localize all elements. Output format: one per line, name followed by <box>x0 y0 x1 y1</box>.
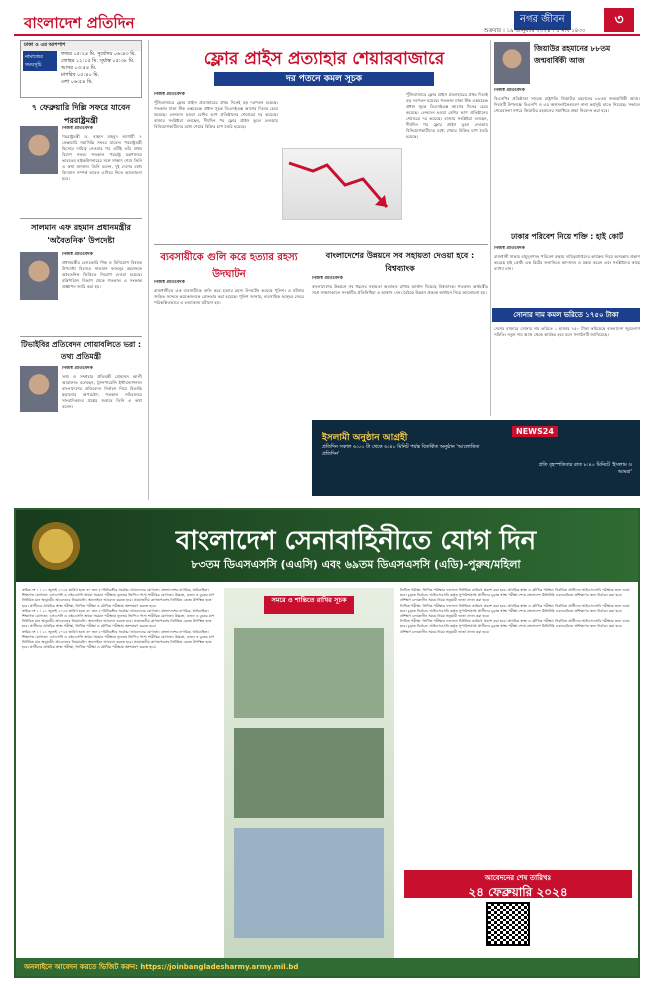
story-body <box>494 246 640 304</box>
story-body <box>62 252 142 332</box>
army-ad-requirements <box>22 588 218 958</box>
page-number: ৩ <box>604 8 634 32</box>
byline: নিজস্ব প্রতিবেদক <box>494 88 525 93</box>
prayer-time: মাগরিব ০৫:৪০ মি. <box>61 72 100 78</box>
story-text: প্রধানমন্ত্রীর বেসরকারি শিল্প ও বিনিয়োগ বিষয়ক উপদেষ্টা হিসেবে সালমান ফজলুর রহমানকে অবৈতনিক ভিত্তিতে নিয়োগ দেওয়া হয়েছে। মন্ত্রিপরিষদ বিভাগ থেকে গতকাল এ সংক্রান্ত প্রজ্ঞাপন জারি করা হয়। <box>62 260 142 289</box>
prayer-time: এশা ০৬:৫৪ মি. <box>61 79 93 85</box>
prayer-head: ঢাকা ও এর আশপাশ <box>21 41 141 51</box>
gold-price-title: সোনার দাম কমল ভরিতে ১৭৫০ টাকা <box>492 308 640 322</box>
army-photo-collage <box>224 588 394 958</box>
main-story-body <box>154 92 278 242</box>
story-body <box>62 126 142 216</box>
column-rule <box>148 40 149 500</box>
divider <box>20 218 142 219</box>
ad-line: প্রতি বৃহস্পতিবার রাত ৮:৪০ মিনিটে 'ইসলাম ও আমরা' <box>538 462 632 475</box>
dateline: শুক্রবার । ১৯ জানুয়ারি ২০২৪ । ৫ মাঘ ১৪৩০ <box>484 28 586 34</box>
army-recruitment-ad <box>14 508 640 978</box>
story-text: রাজধানীতে এক ব্যবসায়ীকে গুলি করে হত্যার রহস্য উদঘাটন করেছে পুলিশ। এ ঘটনায় জড়িত সন্দেহে কয়েকজনকে গ্রেফতার করা হয়েছে। পুলিশ জানায়, ব্যবসায়িক দ্বন্দ্বের জেরে পরিকল্পিতভাবে এ হত্যাকাণ্ড ঘটানো হয়। <box>154 288 304 305</box>
divider <box>20 336 142 337</box>
column-rule <box>490 40 491 416</box>
story-title: ব্যবসায়ীকে গুলি করে হত্যার রহস্য উদঘাটন <box>160 252 298 280</box>
section-name: নগর জীবন <box>514 11 571 30</box>
prayer-label: নামাজের সময়সূচি <box>23 51 57 71</box>
story-title: সালমান এফ রহমান প্রধানমন্ত্রীর 'অবৈতনিক' উপদেষ্টা <box>31 223 131 245</box>
divider <box>154 244 488 245</box>
helicopter-photo <box>234 828 384 938</box>
qr-code-icon[interactable] <box>486 902 530 946</box>
story-body <box>62 366 142 496</box>
byline: নিজস্ব প্রতিবেদক <box>154 92 185 97</box>
story-body <box>312 276 488 416</box>
prayer-time: আসর ০৩:৫৪ মি. <box>61 65 97 71</box>
newspaper-page <box>14 8 640 978</box>
army-slogan: সমরে ও শান্তিতে রাখির সূচক <box>264 596 354 614</box>
story-title: ঢাকার পরিবেশ নিয়ে শক্তি : হাই কোর্ট <box>510 232 624 241</box>
main-headline: ফ্লোর প্রাইস প্রত্যাহার শেয়ারবাজারে <box>203 49 445 69</box>
requirements-text: ক্রমিক নং ১ । ২১ জুলাই ২০২৪ তারিখ হতে ৩০ জন ৫০মিটারস্টার সর্বোচ্চ। আবেদনের যোগ্যতা: বাংলাদেশের নাগরিক, অবিবাহিত। শিক্ষাগত যোগ্যতা: এসএসসি ও এইচএসসি অথবা সমমান পরীক্ষায় ন্যূনতম জিপিএ পাস। শারীরিক যোগ্যতা: উচ্চতা, ওজন ও বুকের মাপ নির্ধারিত মান অনুযায়ী। আবেদনের নিয়মাবলি: অনলাইনে আবেদন করতে হবে। প্রয়োজনীয় কাগজপত্রসহ নির্ধারিত কেন্দ্রে উপস্থিত হতে হবে। প্রার্থীদের প্রাথমিক স্বাস্থ্য পরীক্ষা, লিখিত পরীক্ষা ও মৌখিক পরীক্ষায় অংশগ্রহণ করতে হবে। <box>22 588 215 608</box>
selection-text: লিখিত পরীক্ষা: লিখিত পরীক্ষার ফলাফল নির্ধারিত তারিখে প্রকাশ করা হবে। প্রাথমিক স্বাস্থ্য ও মৌখিক পরীক্ষা: নির্বাচিত প্রার্থীদের আইএসএসবি পরীক্ষার জন্য ডাকা হবে। চূড়ান্ত নির্বাচন: আইএসএসবি কর্তৃক সুপারিশপ্রাপ্ত প্রার্থীদের চূড়ান্ত স্বাস্থ্য পরীক্ষা শেষে বাংলাদেশ মিলিটারি একাডেমিতে প্রশিক্ষণের জন্য নির্বাচন করা হবে। প্রশিক্ষণ চলাকালীন সময়ে নিয়ম অনুযায়ী ভাতা প্রদান করা হবে। <box>400 619 630 634</box>
story-body <box>494 88 640 228</box>
state-minister-photo <box>20 366 58 412</box>
army-ad-header <box>16 510 638 582</box>
story-text: রাজধানী ঢাকার বায়ুদূষণসহ পরিবেশ রক্ষায় দায়িত্বপ্রাপ্তদের কার্যক্রম নিয়ে অসন্তোষ প্রকাশ করেছে হাই কোর্ট। এক রিটের শুনানিতে আদালত এ মন্তব্য করেন এবং সংশ্লিষ্টদের কাছে ব্যাখ্যা চান। <box>494 254 640 271</box>
story-text: তথ্য ও সম্প্রচার প্রতিমন্ত্রী মোহাম্মদ আলী আরাফাত বলেছেন, ট্রান্সপারেন্সি ইন্টারন্যাশনাল বাংলাদেশের প্রতিবেদন নির্বাচন নিয়ে বিভ্রান্তি ছড়ানোর অপচেষ্টা। গতকাল সচিবালয়ে সাংবাদিকদের প্রশ্নের জবাবে তিনি এ কথা বলেন। <box>62 374 142 409</box>
story-text: পুঁজিবাজারে ফ্লোর প্রাইস প্রত্যাহারের প্রথম দিনেই বড় দরপতন হয়েছে। গতকাল ঢাকা স্টক এক্সচেঞ্জে প্রধান সূচক ডিএসইএক্স আগের দিনের চেয়ে কমেছে। লেনদেন হওয়া বেশির ভাগ প্রতিষ্ঠানের শেয়ারের দর কমেছে। বাজার সংশ্লিষ্টরা বলছেন, দীর্ঘদিন পর ফ্লোর প্রাইস তুলে নেওয়ায় বিনিয়োগকারীদের মধ্যে শেয়ার বিক্রির চাপ তৈরি হয়েছে। <box>406 92 488 139</box>
story-title: জিয়াউর রহমানের ৮৮তম জন্মবার্ষিকী আজ <box>534 44 611 65</box>
masthead <box>14 8 640 36</box>
selection-text: লিখিত পরীক্ষা: লিখিত পরীক্ষার ফলাফল নির্ধারিত তারিখে প্রকাশ করা হবে। প্রাথমিক স্বাস্থ্য ও মৌখিক পরীক্ষা: নির্বাচিত প্রার্থীদের আইএসএসবি পরীক্ষার জন্য ডাকা হবে। চূড়ান্ত নির্বাচন: আইএসএসবি কর্তৃক সুপারিশপ্রাপ্ত প্রার্থীদের চূড়ান্ত স্বাস্থ্য পরীক্ষা শেষে বাংলাদেশ মিলিটারি একাডেমিতে প্রশিক্ষণের জন্য নির্বাচন করা হবে। প্রশিক্ষণ চলাকালীন সময়ে নিয়ম অনুযায়ী ভাতা প্রদান করা হবে। <box>400 588 630 603</box>
deadline-label: আবেদনের শেষ তারিখঃ <box>484 874 552 882</box>
deadline-date: ২৪ ফেব্রুয়ারি ২০২৪ <box>468 885 568 899</box>
minister-photo <box>20 126 58 174</box>
army-ad-subtitle: ৮৩তম ডিএসএসসি (এএসি) এবং ৬৯তম ডিএসএসসি (এডি)-পুরুষ/মহিলা <box>191 558 521 571</box>
selection-text: লিখিত পরীক্ষা: লিখিত পরীক্ষার ফলাফল নির্ধারিত তারিখে প্রকাশ করা হবে। প্রাথমিক স্বাস্থ্য ও মৌখিক পরীক্ষা: নির্বাচিত প্রার্থীদের আইএসএসবি পরীক্ষার জন্য ডাকা হবে। চূড়ান্ত নির্বাচন: আইএসএসবি কর্তৃক সুপারিশপ্রাপ্ত প্রার্থীদের চূড়ান্ত স্বাস্থ্য পরীক্ষা শেষে বাংলাদেশ মিলিটারি একাডেমিতে প্রশিক্ষণের জন্য নির্বাচন করা হবে। প্রশিক্ষণ চলাকালীন সময়ে নিয়ম অনুযায়ী ভাতা প্রদান করা হবে। <box>400 603 630 619</box>
ziaur-rahman-photo <box>494 42 530 84</box>
adviser-photo <box>20 252 58 300</box>
story-title: টিভাইবির প্রতিবেদন গোয়াবলিতে ভরা : তথ্য প্রতিমন্ত্রী <box>21 340 141 361</box>
byline: নিজস্ব প্রতিবেদক <box>154 280 185 285</box>
main-story-continued <box>406 92 488 242</box>
army-ad-footer-link[interactable]: অনলাইনে আবেদন করতে ভিজিট করুন: https://joinbangladesharmy.army.mil.bd <box>16 958 638 976</box>
byline: নিজস্ব প্রতিবেদক <box>312 276 343 281</box>
army-ad-title: বাংলাদেশ সেনাবাহিনীতে যোগ দিন <box>175 526 537 556</box>
story-text: বিএনপির প্রতিষ্ঠাতা সাবেক রাষ্ট্রপতি জিয়াউর রহমানের ৮৮তম জন্মবার্ষিকী আজ। দিবসটি উপলক্ষে বিএনপি ও এর অঙ্গসংগঠনগুলো নানা কর্মসূচি হাতে নিয়েছে। সকালে শেরেবাংলা নগরে জিয়াউর রহমানের সমাধিতে শ্রদ্ধা নিবেদন করা হবে। <box>494 96 640 113</box>
story-text: বাংলাদেশের উন্নয়নে সব ধরনের সহায়তা অব্যাহত রাখার আশ্বাস দিয়েছে বিশ্বব্যাংক। গতকাল অর্থমন্ত্রীর সঙ্গে সাক্ষাৎকালে সংস্থাটির প্রতিনিধিরা এ আশ্বাস দেন। বৈঠকে উন্নয়ন প্রকল্পে অর্থায়ন নিয়ে আলোচনা হয়। <box>312 284 488 295</box>
story-text: পররাষ্ট্রমন্ত্রী ড. হাছান মাহমুদ আগামী ৭ ফেব্রুয়ারি নয়াদিল্লি সফরে যাবেন। পররাষ্ট্রমন্ত্রী হিসেবে দায়িত্ব নেওয়ার পর এটিই তাঁর প্রথম বিদেশ সফর। গতকাল পররাষ্ট্র মন্ত্রণালয়ে ভারতের হাইকমিশনারের সঙ্গে সাক্ষাৎ শেষে তিনি এ কথা জানান। তিনি বলেন, দুই দেশের মধ্যে বিদ্যমান সম্পর্ক আরও এগিয়ে নিতে আলোচনা হবে। <box>62 134 142 181</box>
byline: নিজস্ব প্রতিবেদক <box>62 252 93 257</box>
ad-title: ইসলামী অনুষ্ঠান আগ্রহী <box>322 433 408 443</box>
byline: নিজস্ব প্রতিবেদক <box>62 366 93 371</box>
army-emblem-icon <box>32 522 80 570</box>
prayer-times-box <box>20 40 142 98</box>
story-title: ৭ ফেব্রুয়ারি দিল্লি সফরে যাবেন পররাষ্ট্রমন্ত্রী <box>31 103 131 125</box>
soldier-photo <box>234 628 384 718</box>
story-text: পুঁজিবাজারে ফ্লোর প্রাইস প্রত্যাহারের প্রথম দিনেই বড় দরপতন হয়েছে। গতকাল ঢাকা স্টক এক্সচেঞ্জে প্রধান সূচক ডিএসইএক্স আগের দিনের চেয়ে কমেছে। লেনদেন হওয়া বেশির ভাগ প্রতিষ্ঠানের শেয়ারের দর কমেছে। বাজার সংশ্লিষ্টরা বলছেন, দীর্ঘদিন পর ফ্লোর প্রাইস তুলে নেওয়ায় বিনিয়োগকারীদের মধ্যে শেয়ার বিক্রির চাপ তৈরি হয়েছে। <box>154 100 278 129</box>
byline: নিজস্ব প্রতিবেদক <box>62 126 93 131</box>
main-subheadline: দর পতনে কমল সূচক <box>214 72 434 86</box>
soldier-photo <box>234 728 384 818</box>
islamic-program-ad <box>312 420 640 496</box>
prayer-times-list <box>61 51 141 86</box>
gold-price-body <box>494 326 640 416</box>
news24-logo: NEWS24 <box>512 426 558 437</box>
deadline-banner <box>404 870 632 898</box>
story-body <box>154 280 304 496</box>
prayer-time: ফজর ০৫:২৪ মি. সূর্যোদয় ০৬:৪৩ মি. <box>61 51 136 57</box>
ad-line: প্রতিদিন সকাল ৬:০০ টা থেকে ৬:৪০ মিনিট পর্যন্ত বিতর্কিত অনুষ্ঠান 'আলোকিত প্রতিদিন' <box>322 444 480 457</box>
byline: নিজস্ব প্রতিবেদক <box>494 246 525 251</box>
story-title: বাংলাদেশের উন্নয়নে সব সহায়তা দেওয়া হবে : বিশ্বব্যাংক <box>325 251 475 273</box>
requirements-text: ক্রমিক নং ১ । ২১ জুলাই ২০২৪ তারিখ হতে ৩০ জন ৫০মিটারস্টার সর্বোচ্চ। আবেদনের যোগ্যতা: বাংলাদেশের নাগরিক, অবিবাহিত। শিক্ষাগত যোগ্যতা: এসএসসি ও এইচএসসি অথবা সমমান পরীক্ষায় ন্যূনতম জিপিএ পাস। শারীরিক যোগ্যতা: উচ্চতা, ওজন ও বুকের মাপ নির্ধারিত মান অনুযায়ী। আবেদনের নিয়মাবলি: অনলাইনে আবেদন করতে হবে। প্রয়োজনীয় কাগজপত্রসহ নির্ধারিত কেন্দ্রে উপস্থিত হতে হবে। প্রার্থীদের প্রাথমিক স্বাস্থ্য পরীক্ষা, লিখিত পরীক্ষা ও মৌখিক পরীক্ষায় অংশগ্রহণ করতে হবে। <box>22 629 215 650</box>
story-text: দেশের বাজারে সোনার দাম ভরিতে ১ হাজার ৭৫০ টাকা কমিয়েছে বাংলাদেশ জুয়েলার্স সমিতি। নতুন দাম আজ থেকে কার্যকর হবে বলে সংগঠনটি জানিয়েছে। <box>494 326 640 337</box>
requirements-text: ক্রমিক নং ১ । ২১ জুলাই ২০২৪ তারিখ হতে ৩০ জন ৫০মিটারস্টার সর্বোচ্চ। আবেদনের যোগ্যতা: বাংলাদেশের নাগরিক, অবিবাহিত। শিক্ষাগত যোগ্যতা: এসএসসি ও এইচএসসি অথবা সমমান পরীক্ষায় ন্যূনতম জিপিএ পাস। শারীরিক যোগ্যতা: উচ্চতা, ওজন ও বুকের মাপ নির্ধারিত মান অনুযায়ী। আবেদনের নিয়মাবলি: অনলাইনে আবেদন করতে হবে। প্রয়োজনীয় কাগজপত্রসহ নির্ধারিত কেন্দ্রে উপস্থিত হতে হবে। প্রার্থীদের প্রাথমিক স্বাস্থ্য পরীক্ষা, লিখিত পরীক্ষা ও মৌখিক পরীক্ষায় অংশগ্রহণ করতে হবে। <box>22 608 215 629</box>
newspaper-logo: বাংলাদেশ প্রতিদিন <box>24 14 135 32</box>
stock-market-illustration <box>282 148 402 220</box>
prayer-time: জোহর ১২:১৫ মি. সূর্যাস্ত ০৫:৩৮ মি. <box>61 58 135 64</box>
army-ad-selection <box>400 588 634 820</box>
falling-arrow-icon <box>283 149 401 219</box>
